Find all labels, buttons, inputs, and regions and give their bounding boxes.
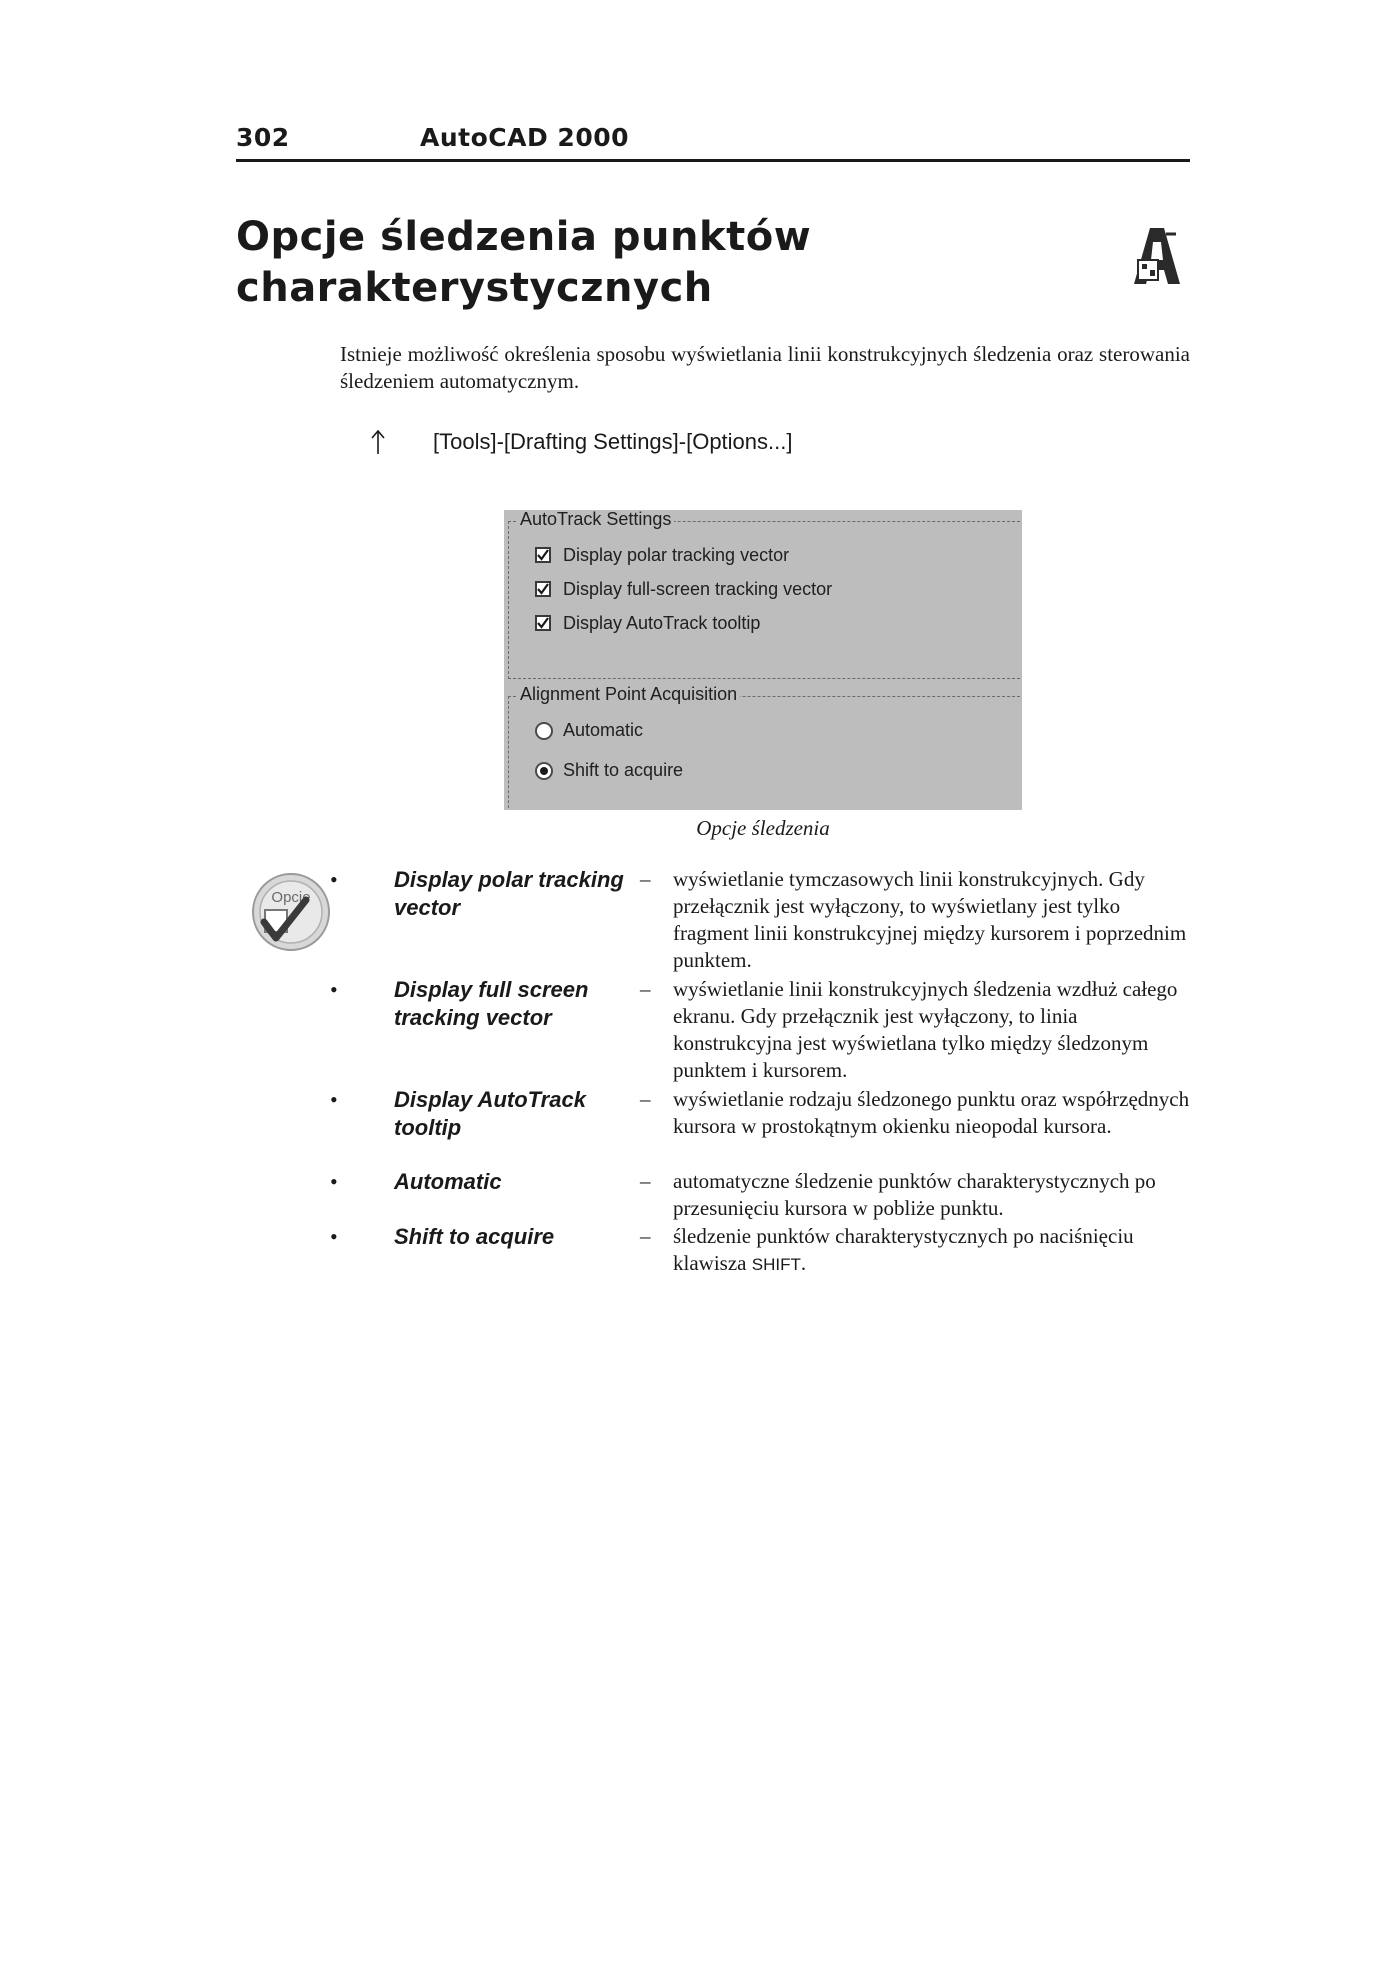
definition-description: [673, 1223, 1190, 1278]
radio-selected-dot: [540, 767, 548, 775]
checkmark-icon: [537, 583, 549, 595]
badge-label: Opcje: [271, 889, 311, 906]
autotrack-settings-legend: AutoTrack Settings: [517, 510, 674, 530]
tracking-options-dialog: [504, 510, 1022, 810]
bullet: •: [330, 977, 338, 1002]
alignment-point-acquisition-group: [508, 684, 1022, 810]
definition-term: Shift to acquire: [394, 1224, 555, 1249]
checkmark-icon: [537, 549, 549, 561]
definition-dash: –: [640, 1224, 651, 1248]
page-header: [236, 123, 1190, 162]
definition-description: wyświetlanie rodzaju śledzonego punktu oraz współrzędnych kursora w prostokątnym okienku nieopodal kursora.: [673, 1087, 1190, 1138]
alignment-point-acquisition-legend: Alignment Point Acquisition: [517, 684, 740, 705]
radio-button[interactable]: [535, 762, 553, 780]
definition-dash: –: [640, 1087, 651, 1111]
bullet: •: [330, 867, 338, 892]
checkbox[interactable]: [535, 615, 551, 631]
book-title: AutoCAD 2000: [420, 123, 630, 152]
autotrack-settings-group: [508, 510, 1022, 679]
shift-key-name: SHIFT: [751, 1255, 801, 1274]
option-label: Display AutoTrack tooltip: [563, 613, 761, 633]
definition-dash: –: [640, 867, 651, 891]
bullet: •: [330, 1224, 338, 1249]
intro-paragraph: Istnieje możliwość określenia sposobu wyświetlania linii konstrukcyjnych śledzenia oraz sterowania śledzeniem automatycznym.: [340, 342, 1190, 393]
section-title: [236, 212, 936, 314]
option-label: Shift to acquire: [563, 760, 684, 780]
option-label: Display full-screen tracking vector: [563, 579, 833, 599]
definition-dash: –: [640, 977, 651, 1001]
definition-description: automatyczne śledzenie punktów charakterystycznych po przesunięciu kursora w pobliże punktu.: [673, 1169, 1156, 1220]
definition-description: wyświetlanie tymczasowych linii konstrukcyjnych. Gdy przełącznik jest wyłączony, to wyświetlany jest tylko fragment linii konstrukcyjnej między kursorem i poprzednim punktem.: [673, 867, 1187, 972]
section-title-line-2: charakterystycznych: [236, 265, 713, 311]
checkmark-badge-icon: [250, 866, 336, 956]
definition-term: Display AutoTrack tooltip: [394, 1087, 586, 1140]
description-text: śledzenie punktów charakterystycznych po naciśnięciu klawisza: [673, 1224, 1134, 1275]
description-end: .: [800, 1251, 807, 1275]
definition-description: wyświetlanie linii konstrukcyjnych śledzenia wzdłuż całego ekranu. Gdy przełącznik jest wyłączony, to linia konstrukcyjna jest wyświetlana tylko między śledzonym punktem i kursorem.: [673, 977, 1178, 1082]
option-label: Display polar tracking vector: [563, 545, 790, 565]
option-label: Automatic: [563, 720, 644, 740]
checkmark-icon: [537, 617, 549, 629]
definition-term: Display full screen tracking vector: [394, 977, 589, 1030]
page-number: 302: [236, 123, 290, 152]
autocad-logo-icon: [1132, 226, 1182, 286]
definition-dash: –: [640, 1169, 651, 1193]
radio-button[interactable]: [535, 722, 553, 740]
section-title-line-1: Opcje śledzenia punktów: [236, 214, 812, 260]
checkbox[interactable]: [535, 547, 551, 563]
definition-term: Automatic: [394, 1169, 502, 1194]
bullet: •: [330, 1087, 338, 1112]
checkbox[interactable]: [535, 581, 551, 597]
arrow-up-icon: [370, 429, 386, 455]
definition-term: Display polar tracking vector: [394, 867, 624, 920]
menu-path: [Tools]-[Drafting Settings]-[Options...]: [433, 429, 793, 454]
figure-caption: Opcje śledzenia: [696, 816, 830, 840]
bullet: •: [330, 1169, 338, 1194]
